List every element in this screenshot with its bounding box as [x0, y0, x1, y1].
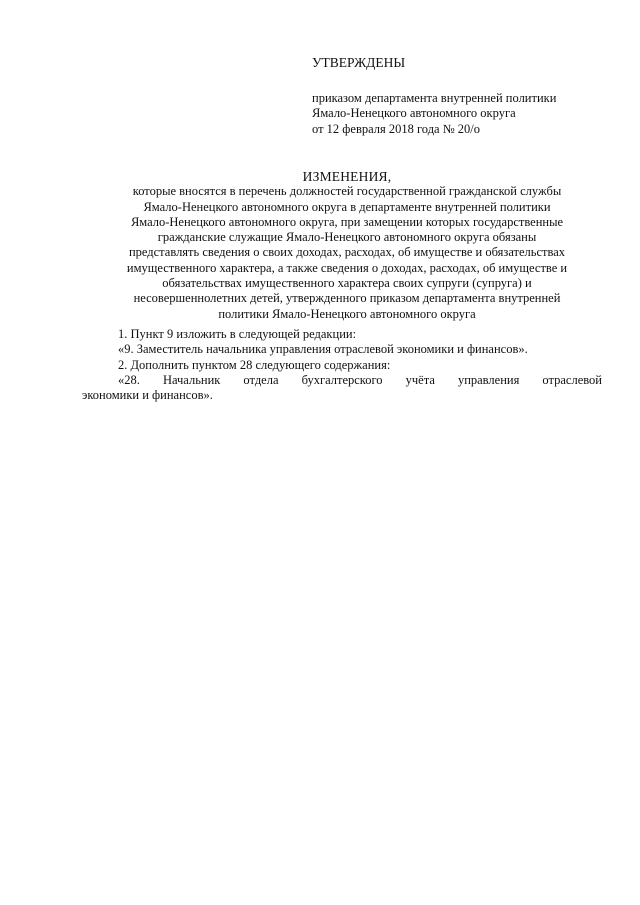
- heading-line: гражданские служащие Ямало-Ненецкого автономного округа обязаны: [157, 230, 537, 245]
- heading-line: представлять сведения о своих доходах, расходах, об имуществе и обязательствах: [128, 245, 566, 260]
- approval-block: [312, 55, 612, 137]
- item-2-text-line-1: «28. Начальник отдела бухгалтерского учёта управления отраслевой: [118, 372, 602, 387]
- approval-line: Ямало-Ненецкого автономного округа: [312, 106, 516, 121]
- item-2-instruction: 2. Дополнить пунктом 28 следующего содержания:: [118, 357, 391, 372]
- item-2-text-line-2: экономики и финансов».: [82, 388, 213, 403]
- document-title: ИЗМЕНЕНИЯ,: [302, 169, 392, 184]
- approval-details: [312, 91, 612, 137]
- item-1-text: «9. Заместитель начальника управления отраслевой экономики и финансов».: [118, 342, 528, 357]
- document-body: [82, 327, 602, 403]
- heading-line: Ямало-Ненецкого автономного округа, при замещении которых государственные: [130, 214, 564, 229]
- heading-line: имущественного характера, а также сведения о доходах, расходах, об имуществе и: [126, 260, 568, 275]
- heading-line: обязательствах имущественного характера своих супруги (супруга) и: [162, 276, 532, 291]
- document-heading: [60, 169, 634, 322]
- heading-line: Ямало-Ненецкого автономного округа в департаменте внутренней политики: [143, 199, 551, 214]
- approval-title: УТВЕРЖДЕНЫ: [312, 55, 406, 70]
- approval-line: приказом департамента внутренней политики: [312, 91, 557, 105]
- heading-line: которые вносятся в перечень должностей государственной гражданской службы: [132, 184, 562, 199]
- item-1-instruction: 1. Пункт 9 изложить в следующей редакции:: [118, 327, 357, 341]
- approval-line: от 12 февраля 2018 года № 20/о: [312, 121, 481, 136]
- heading-line: политики Ямало-Ненецкого автономного округа: [218, 306, 476, 321]
- heading-line: несовершеннолетних детей, утвержденного приказом департамента внутренней: [133, 291, 561, 306]
